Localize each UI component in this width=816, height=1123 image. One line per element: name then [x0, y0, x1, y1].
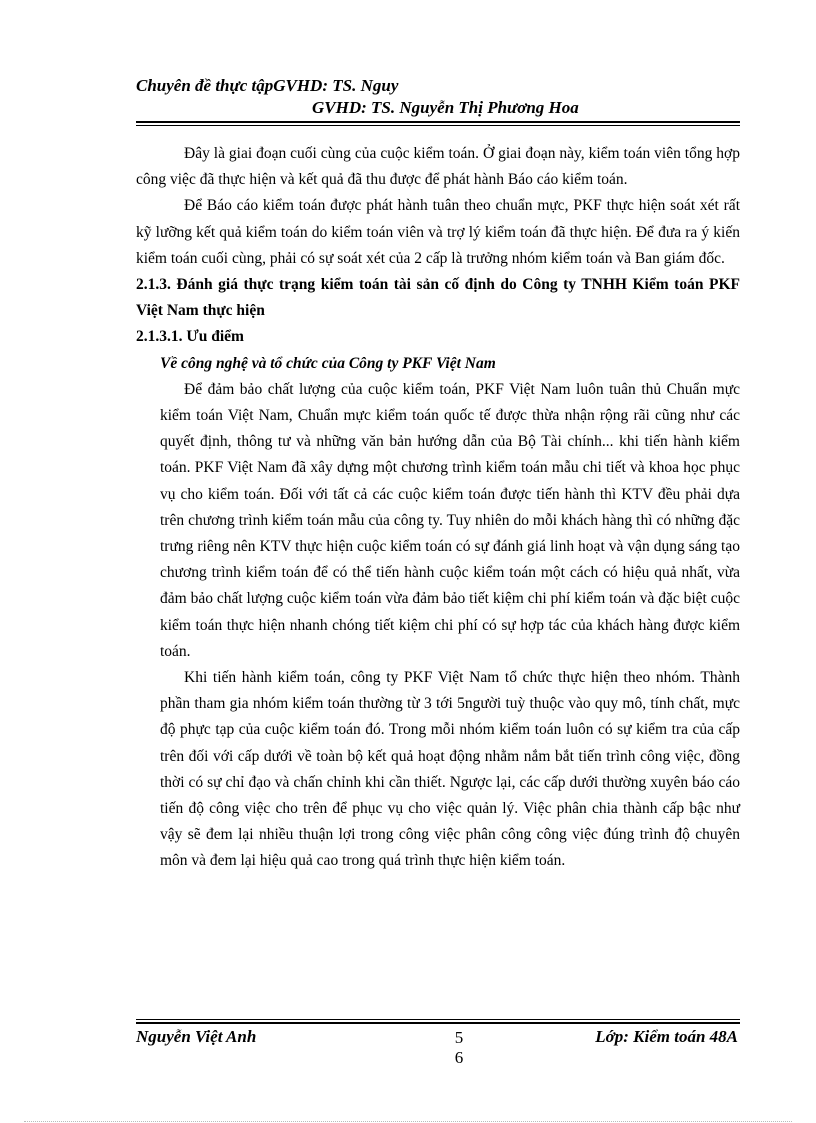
section-heading-2-1-3-1: 2.1.3.1. Ưu điểm	[136, 328, 244, 346]
footer-page-number	[452, 1028, 466, 1068]
footer-author: Nguyễn Việt Anh	[136, 1027, 257, 1046]
page-number-digit-2: 6	[454, 1048, 464, 1067]
header-line-1: Chuyên đề thực tậpGVHD: TS. Nguy	[136, 76, 399, 95]
paragraph-4: Khi tiến hành kiểm toán, công ty PKF Việt Nam tổ chức thực hiện theo nhóm. Thành phần tham gia nhóm kiểm toán thường từ 3 tới 5người tuỳ thuộc vào quy mô, tính chất, mực độ phực tạp của cuộc kiểm toán đó. Trong mỗi nhóm kiểm toán luôn có sự kiểm tra của cấp trên đối với cấp dưới về toàn bộ kết quả hoạt động nhằm nắm bắt tiến trình công việc, đồng thời có sự chỉ đạo và chấn chỉnh khi cần thiết. Ngược lại, các cấp dưới thường xuyên báo cáo tiến độ công việc cho trên để phục vụ cho việc quản lý. Việc phân chia thành cấp bậc như vậy sẽ đem lại nhiều thuận lợi trong công việc phân công công việc đúng trình độ chuyên môn và đem lại hiệu quả cao trong quá trình thực hiện kiểm toán.	[160, 669, 740, 870]
header-rule-thick	[136, 121, 740, 123]
section-heading-2-1-3: 2.1.3. Đánh giá thực trạng kiểm toán tài sản cố định do Công ty TNHH Kiểm toán PKF Việt Nam thực hiện	[136, 276, 740, 320]
page-bottom-dotted-line	[24, 1121, 792, 1122]
header-rule-thin	[136, 125, 740, 126]
header-advisor: GVHD: TS. Nguyễn Thị Phương Hoa	[312, 98, 579, 117]
footer-class: Lớp: Kiểm toán 48A	[595, 1027, 738, 1046]
subheading-technology: Về công nghệ và tổ chức của Công ty PKF Việt Nam	[160, 354, 496, 372]
paragraph-2: Để Báo cáo kiểm toán được phát hành tuân theo chuẩn mực, PKF thực hiện soát xét rất kỹ lưỡng kết quả kiểm toán do kiểm toán viên và trợ lý kiểm toán đã thực hiện. Để đưa ra ý kiến kiểm toán cuối cùng, phải có sự soát xét của 2 cấp là trưởng nhóm kiểm toán và Ban giám đốc.	[136, 197, 740, 267]
footer-rule-thick	[136, 1022, 740, 1024]
page-number-digit-1: 5	[454, 1028, 464, 1047]
body-text	[136, 141, 740, 875]
indented-block	[136, 377, 740, 875]
footer-rule-thin	[136, 1019, 740, 1020]
paragraph-3: Để đảm bảo chất lượng của cuộc kiểm toán, PKF Việt Nam luôn tuân thủ Chuẩn mực kiểm toán Việt Nam, Chuẩn mực kiểm toán quốc tế được thừa nhận rộng rãi cũng như các quyết định, thông tư và những văn bản hướng dẫn của Bộ Tài chính... khi tiến hành kiểm toán. PKF Việt Nam đã xây dựng một chương trình kiểm toán mẫu chi tiết và khoa học phục vụ cho kiểm toán. Đối với tất cả các cuộc kiểm toán được tiến hành thì KTV đều phải dựa trên chương trình kiểm toán mẫu của công ty. Tuy nhiên do mỗi khách hàng thì có những đặc trưng riêng nên KTV thực hiện cuộc kiểm toán có sự đánh giá linh hoạt và vận dụng sáng tạo chương trình kiểm toán để có thể tiến hành cuộc kiểm toán một cách có hiệu quả nhất, vừa đảm bảo chất lượng cuộc kiểm toán vừa đảm bảo tiết kiệm chi phí kiểm toán và đặc biệt cuộc kiểm toán thực hiện nhanh chóng tiết kiệm chi phí có sự hợp tác của khách hàng được kiểm toán.	[160, 380, 740, 660]
paragraph-1: Đây là giai đoạn cuối cùng của cuộc kiểm toán. Ở giai đoạn này, kiểm toán viên tổng hợp công việc đã thực hiện và kết quả đã thu được để phát hành Báo cáo kiểm toán.	[136, 145, 740, 189]
